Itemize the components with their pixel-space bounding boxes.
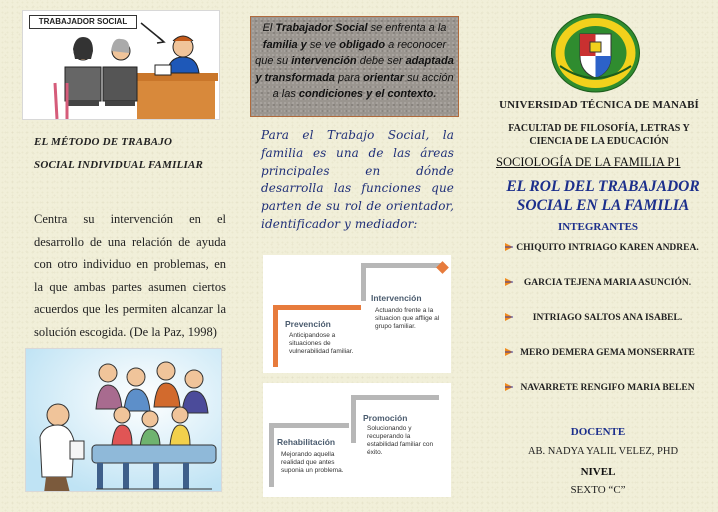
promotion-text: Solucionando y recuperando la estabilidad familiar con éxito. [367,425,434,456]
office-sign: TRABAJADOR SOCIAL [29,15,137,29]
family-therapy-drawing [26,349,222,492]
level-value: SEXTO “C” [570,484,626,496]
level-heading: NIVEL [580,466,616,478]
faculty-name: FACULTAD DE FILOSOFÍA, LETRAS Y CIENCIA DE LA EDUCACIÓN [508,123,690,147]
rehabilitation-title: Rehabilitación [277,437,336,447]
office-scene-drawing [23,11,221,121]
subject-name: SOCIOLOGÍA DE LA FAMILIA P1 [496,155,681,169]
teacher-name: AB. NADYA YALIL VELEZ, PHD [527,446,679,457]
members-heading: INTEGRANTES [557,221,639,233]
family-illustration [25,348,222,492]
prevention-title: Prevención [285,319,331,329]
method-description: Centra su intervención en el desarrollo de una relación de ayuda con otro individuo en problemas, en la que ambas partes asumen ciertos acuerdos que les permiten alcanzar la solución escogida. (De la Paz, 1998) [34,212,226,339]
prevention-text: Anticipandose a situaciones de vulnerabilidad familiar. [289,332,354,355]
university-crest-logo [550,12,641,94]
rehabilitation-text: Mejorando aquella realidad que antes suponia un problema. [281,451,344,474]
crest-icon [550,12,641,94]
member-item: NAVARRETE RENGIFO MARIA BELEN [505,380,710,397]
brochure-title: EL ROL DEL TRABAJADOR SOCIAL EN LA FAMILIA [506,178,700,214]
university-name: UNIVERSIDAD TÉCNICA DE MANABÍ [499,99,699,111]
member-item: INTRIAGO SALTOS ANA ISABEL. [505,310,710,327]
office-illustration [22,10,220,120]
intervention-title: Intervención [371,293,422,303]
arrow-bullet-icon [505,312,513,322]
arrow-bullet-icon [505,242,513,252]
member-item: CHIQUITO INTRIAGO KAREN ANDREA. [505,240,710,257]
arrow-bullet-icon [505,382,513,392]
rehabilitation-promotion-diagram [263,383,451,497]
member-item: MERO DEMERA GEMA MONSERRATE [505,345,710,362]
teacher-heading: DOCENTE [570,426,626,438]
intervention-text: Actuando frente a la situacion que afflige al grupo familiar. [375,307,440,330]
method-heading: EL MÉTODO DE TRABAJO SOCIAL INDIVIDUAL FAMILIAR [34,136,204,171]
member-item: GARCIA TEJENA MARIA ASUNCIÓN. [505,275,710,292]
quote-box: El Trabajador Social se enfrenta a la familia y se ve obligado a reconocer que su intervención debe ser adaptada y transformada para orientar su acción a las condiciones y el contexto. [250,16,459,117]
prevention-intervention-diagram [263,255,451,373]
arrow-bullet-icon [505,347,513,357]
arrow-bullet-icon [505,277,513,287]
family-role-paragraph: Para el Trabajo Social, la familia es una de las áreas principales en dónde desarrolla las funciones que parten de su rol de orientador, identificador y mediador: [261,128,454,231]
promotion-title: Promoción [363,413,408,423]
